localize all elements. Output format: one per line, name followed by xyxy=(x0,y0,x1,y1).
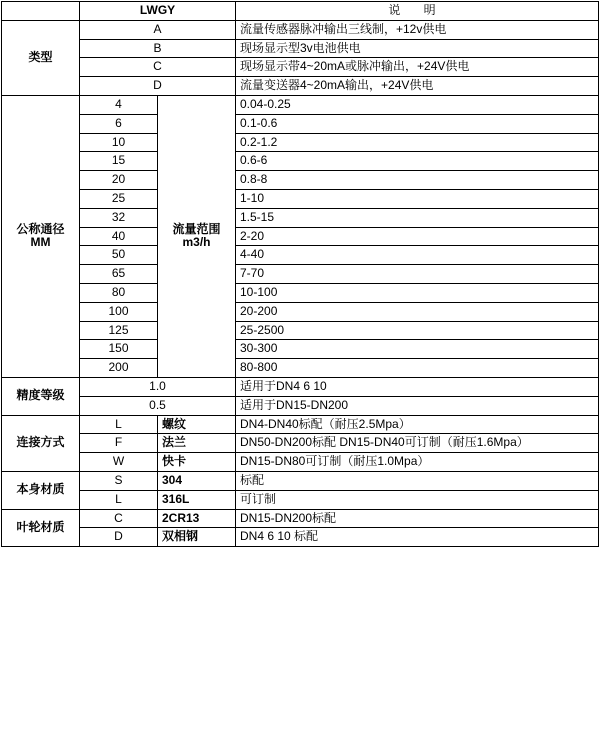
code-cell: L xyxy=(80,415,158,434)
desc-cell: 可订制 xyxy=(236,490,599,509)
table-row xyxy=(2,152,599,171)
table-row xyxy=(2,528,599,547)
table-row xyxy=(2,189,599,208)
code-cell: S xyxy=(80,471,158,490)
desc-cell: DN4 6 10 标配 xyxy=(236,528,599,547)
desc-cell: 0.1-0.6 xyxy=(236,114,599,133)
table-row xyxy=(2,58,599,77)
code-cell: A xyxy=(80,20,236,39)
name-cell: 2CR13 xyxy=(158,509,236,528)
table-row xyxy=(2,283,599,302)
desc-cell: 现场显示型3v电池供电 xyxy=(236,39,599,58)
table-row xyxy=(2,377,599,396)
code-cell: 40 xyxy=(80,227,158,246)
table-row xyxy=(2,396,599,415)
desc-cell: DN15-DN200标配 xyxy=(236,509,599,528)
desc-cell: 0.8-8 xyxy=(236,171,599,190)
table-row xyxy=(2,265,599,284)
code-cell: 100 xyxy=(80,302,158,321)
flow-range-label: 流量范围 m3/h xyxy=(158,95,236,377)
table-row xyxy=(2,434,599,453)
table-row xyxy=(2,453,599,472)
desc-cell: 现场显示带4~20mA或脉冲输出，+24V供电 xyxy=(236,58,599,77)
section-label-impeller-material: 叶轮材质 xyxy=(2,509,80,547)
table-row xyxy=(2,39,599,58)
name-cell: 法兰 xyxy=(158,434,236,453)
table-row xyxy=(2,340,599,359)
desc-cell: 80-800 xyxy=(236,359,599,378)
header-description-cell: 说 明 xyxy=(236,2,599,21)
code-cell: 10 xyxy=(80,133,158,152)
name-cell: 双相钢 xyxy=(158,528,236,547)
desc-cell: 2-20 xyxy=(236,227,599,246)
table-row xyxy=(2,171,599,190)
table-header-row xyxy=(2,2,599,21)
section-label-body-material: 本身材质 xyxy=(2,471,80,509)
name-cell: 螺纹 xyxy=(158,415,236,434)
table-row xyxy=(2,415,599,434)
desc-cell: 7-70 xyxy=(236,265,599,284)
code-cell: D xyxy=(80,528,158,547)
desc-cell: 30-300 xyxy=(236,340,599,359)
code-cell: 6 xyxy=(80,114,158,133)
code-cell: 125 xyxy=(80,321,158,340)
code-cell: 80 xyxy=(80,283,158,302)
table-row xyxy=(2,208,599,227)
desc-cell: 4-40 xyxy=(236,246,599,265)
section-label-nominal-diameter: 公称通径 MM xyxy=(2,95,80,377)
desc-cell: 适用于DN15-DN200 xyxy=(236,396,599,415)
code-cell: 15 xyxy=(80,152,158,171)
code-cell: 32 xyxy=(80,208,158,227)
name-cell: 316L xyxy=(158,490,236,509)
code-cell: 1.0 xyxy=(80,377,236,396)
code-cell: 150 xyxy=(80,340,158,359)
code-cell: 20 xyxy=(80,171,158,190)
desc-cell: 1.5-15 xyxy=(236,208,599,227)
table-row xyxy=(2,95,599,114)
desc-cell: 0.04-0.25 xyxy=(236,95,599,114)
code-cell: 50 xyxy=(80,246,158,265)
desc-cell: 0.6-6 xyxy=(236,152,599,171)
code-cell: F xyxy=(80,434,158,453)
code-cell: C xyxy=(80,509,158,528)
desc-cell: 25-2500 xyxy=(236,321,599,340)
desc-cell: 标配 xyxy=(236,471,599,490)
table-row xyxy=(2,471,599,490)
name-cell: 快卡 xyxy=(158,453,236,472)
table-row xyxy=(2,321,599,340)
table-row xyxy=(2,133,599,152)
desc-cell: DN4-DN40标配（耐压2.5Mpa） xyxy=(236,415,599,434)
table-row xyxy=(2,114,599,133)
header-model-cell: LWGY xyxy=(80,2,236,21)
desc-cell: 流量变送器4~20mA输出，+24V供电 xyxy=(236,77,599,96)
section-label-type: 类型 xyxy=(2,20,80,95)
table-row xyxy=(2,227,599,246)
desc-cell: 10-100 xyxy=(236,283,599,302)
table-row xyxy=(2,490,599,509)
table-row xyxy=(2,302,599,321)
desc-cell: 0.2-1.2 xyxy=(236,133,599,152)
code-cell: C xyxy=(80,58,236,77)
code-cell: 25 xyxy=(80,189,158,208)
desc-cell: 流量传感器脉冲输出三线制，+12v供电 xyxy=(236,20,599,39)
table-row xyxy=(2,359,599,378)
table-row xyxy=(2,509,599,528)
header-blank-cell xyxy=(2,2,80,21)
code-cell: 4 xyxy=(80,95,158,114)
table-row xyxy=(2,20,599,39)
desc-cell: 适用于DN4 6 10 xyxy=(236,377,599,396)
section-label-accuracy: 精度等级 xyxy=(2,377,80,415)
table-row xyxy=(2,246,599,265)
code-cell: B xyxy=(80,39,236,58)
code-cell: 65 xyxy=(80,265,158,284)
code-cell: L xyxy=(80,490,158,509)
name-cell: 304 xyxy=(158,471,236,490)
table-row xyxy=(2,77,599,96)
code-cell: D xyxy=(80,77,236,96)
code-cell: 200 xyxy=(80,359,158,378)
code-cell: W xyxy=(80,453,158,472)
desc-cell: 1-10 xyxy=(236,189,599,208)
specification-table xyxy=(1,1,599,547)
code-cell: 0.5 xyxy=(80,396,236,415)
desc-cell: 20-200 xyxy=(236,302,599,321)
desc-cell: DN15-DN80可订制（耐压1.0Mpa） xyxy=(236,453,599,472)
section-label-connection: 连接方式 xyxy=(2,415,80,471)
desc-cell: DN50-DN200标配 DN15-DN40可订制（耐压1.6Mpa） xyxy=(236,434,599,453)
